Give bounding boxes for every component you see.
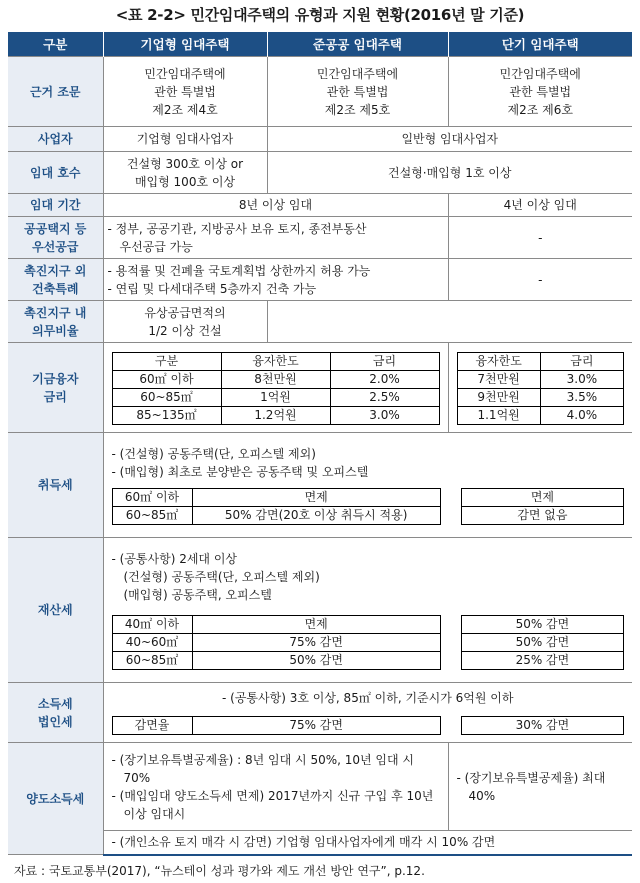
table-cell: 3.0% bbox=[330, 407, 439, 425]
table-cell: 50% 감면 bbox=[461, 633, 623, 651]
text-line: 제2조 제6호 bbox=[507, 102, 573, 117]
bullet-item: - 정부, 공공기관, 지방공사 보유 토지, 종전부동산 bbox=[107, 221, 367, 236]
table-cell: 60~85㎡ bbox=[112, 651, 192, 669]
table-header-cell: 융자한도 bbox=[221, 353, 330, 371]
transfer-short-term bbox=[448, 743, 632, 831]
row-operator bbox=[8, 127, 632, 152]
row-legal-basis bbox=[8, 57, 632, 127]
table-cell: 40㎡ 이하 bbox=[112, 615, 192, 633]
operator-enterprise: 기업형 임대사업자 bbox=[103, 127, 267, 152]
fund-long-table bbox=[112, 352, 440, 425]
row-label: 근거 조문 bbox=[8, 57, 103, 127]
row-land-priority bbox=[8, 217, 632, 259]
table-cell: 9천만원 bbox=[457, 389, 540, 407]
text-line: 공공택지 등 bbox=[24, 221, 87, 236]
acquisition-tables bbox=[112, 485, 625, 526]
header-category: 구분 bbox=[8, 32, 103, 57]
property-content bbox=[103, 538, 632, 683]
table-header-cell: 융자한도 bbox=[457, 353, 540, 371]
units-general: 건설형·매입형 1호 이상 bbox=[267, 152, 632, 194]
bullet-item: - (공통사항) 2세대 이상 bbox=[111, 551, 238, 566]
table-cell: 7천만원 bbox=[457, 371, 540, 389]
row-acquisition bbox=[8, 433, 632, 538]
table-row bbox=[112, 407, 439, 425]
table-header-cell: 금리 bbox=[330, 353, 439, 371]
table-row bbox=[112, 651, 440, 669]
table-cell: 감면 없음 bbox=[461, 506, 623, 524]
header-short-term: 단기 임대주택 bbox=[448, 32, 632, 57]
text-line: 의무비율 bbox=[32, 323, 79, 338]
table-row bbox=[112, 633, 440, 651]
table-cell: 30% 감면 bbox=[461, 717, 623, 735]
obligation-empty bbox=[267, 301, 448, 343]
bullet-item: - 용적률 및 건폐율 국토계획법 상한까지 허용 가능 bbox=[107, 263, 371, 278]
rental-housing-table bbox=[8, 32, 632, 856]
table-header-cell: 금리 bbox=[540, 353, 623, 371]
table-title: <표 2-2> 민간임대주택의 유형과 지원 현황(2016년 말 기준) bbox=[115, 6, 525, 24]
table-row bbox=[112, 371, 439, 389]
table-cell: 면제 bbox=[192, 615, 440, 633]
special-zone-short-term: - bbox=[448, 259, 632, 301]
table-cell: 2.0% bbox=[330, 371, 439, 389]
fund-short-term bbox=[448, 343, 632, 433]
table-row bbox=[112, 353, 439, 371]
text-line: 민간임대주택에 bbox=[499, 66, 581, 81]
table-cell: 60~85㎡ bbox=[112, 389, 221, 407]
income-common: - (공통사항) 3호 이상, 85㎡ 이하, 기준시가 6억원 이하 bbox=[222, 691, 514, 705]
obligation-enterprise bbox=[103, 301, 267, 343]
row-label bbox=[8, 301, 103, 343]
row-label bbox=[8, 343, 103, 433]
income-content bbox=[103, 683, 632, 743]
table-cell: 3.0% bbox=[540, 371, 623, 389]
table-row bbox=[461, 488, 623, 506]
row-label: 양도소득세 bbox=[8, 743, 103, 855]
row-label: 임대 기간 bbox=[8, 194, 103, 217]
table-row bbox=[461, 717, 623, 735]
bullet-item: - 연립 및 다세대주택 5층까지 건축 가능 bbox=[107, 281, 317, 296]
income-short-table bbox=[461, 716, 624, 735]
row-label: 재산세 bbox=[8, 538, 103, 683]
text-line: 촉진지구 내 bbox=[24, 305, 87, 320]
text-line: 관한 특별법 bbox=[509, 84, 572, 99]
text-line: 1/2 이상 건설 bbox=[148, 323, 222, 338]
table-cell: 면제 bbox=[461, 488, 623, 506]
units-enterprise bbox=[103, 152, 267, 194]
bullet-item: - (장기보유특별공제율) 최대 40% bbox=[456, 770, 606, 803]
table-cell: 85~135㎡ bbox=[112, 407, 221, 425]
transfer-footer: - (개인소유 토지 매각 시 감면) 기업형 임대사업자에게 매각 시 10% 감면 bbox=[103, 831, 632, 855]
row-label bbox=[8, 683, 103, 743]
table-row bbox=[461, 506, 623, 524]
table-cell: 60㎡ 이하 bbox=[112, 371, 221, 389]
text-line: 매입형 100호 이상 bbox=[134, 174, 236, 189]
row-period bbox=[8, 194, 632, 217]
land-priority-short-term: - bbox=[448, 217, 632, 259]
table-header-cell: 구분 bbox=[112, 353, 221, 371]
table-cell: 75% 감면 bbox=[192, 717, 440, 735]
income-long-table bbox=[112, 716, 441, 735]
row-obligation bbox=[8, 301, 632, 343]
table-row bbox=[112, 717, 440, 735]
text-line: 유상공급면적의 bbox=[144, 305, 226, 320]
table-cell: 1.2억원 bbox=[221, 407, 330, 425]
text-line: (건설형) 공동주택(단, 오피스텔 제외) bbox=[123, 569, 320, 584]
property-short-table bbox=[461, 615, 624, 670]
text-line: 관한 특별법 bbox=[154, 84, 216, 99]
table-cell: 75% 감면 bbox=[192, 633, 440, 651]
table-row bbox=[112, 506, 440, 524]
bullet-item: - (매입형) 최초로 분양받은 공동주택 및 오피스텔 bbox=[111, 464, 369, 479]
text-line: 소득세 bbox=[37, 696, 73, 711]
fund-short-table bbox=[457, 352, 625, 425]
table-cell: 50% 감면 bbox=[461, 615, 623, 633]
legal-basis-semi-public bbox=[267, 57, 448, 127]
header-row bbox=[8, 32, 632, 57]
table-row bbox=[461, 651, 623, 669]
row-transfer bbox=[8, 743, 632, 831]
row-units bbox=[8, 152, 632, 194]
text-line: 금리 bbox=[43, 389, 67, 404]
legal-basis-short-term bbox=[448, 57, 632, 127]
table-cell: 2.5% bbox=[330, 389, 439, 407]
row-label bbox=[8, 217, 103, 259]
table-row bbox=[457, 407, 624, 425]
table-cell: 감면율 bbox=[112, 717, 192, 735]
transfer-content bbox=[103, 743, 448, 831]
text-line: 법인세 bbox=[37, 714, 73, 729]
bullet-item: - (장기보유특별공제율) : 8년 임대 시 50%, 10년 임대 시 70% bbox=[111, 752, 415, 785]
table-cell: 4.0% bbox=[540, 407, 623, 425]
text-line: 우선공급 가능 bbox=[119, 239, 193, 254]
text-line: (매입형) 공동주택, 오피스텔 bbox=[123, 587, 272, 602]
property-long-table bbox=[112, 615, 441, 670]
acquisition-content bbox=[103, 433, 632, 538]
table-row bbox=[112, 488, 440, 506]
text-line: 기금융자 bbox=[32, 371, 79, 386]
income-tables bbox=[112, 713, 625, 736]
period-long: 8년 이상 임대 bbox=[103, 194, 448, 217]
row-label: 취득세 bbox=[8, 433, 103, 538]
table-row bbox=[457, 389, 624, 407]
row-special-zone bbox=[8, 259, 632, 301]
row-fund bbox=[8, 343, 632, 433]
table-cell: 8천만원 bbox=[221, 371, 330, 389]
text-line: 건축특례 bbox=[32, 281, 79, 296]
property-tables bbox=[112, 612, 625, 671]
table-cell: 3.5% bbox=[540, 389, 623, 407]
source-note: 자료 : 국토교통부(2017), “뉴스테이 성과 평가와 제도 개선 방안 연구”, p.12. bbox=[14, 864, 425, 878]
text-line: 제2조 제4호 bbox=[152, 102, 218, 117]
row-label bbox=[8, 259, 103, 301]
header-enterprise: 기업형 임대주택 bbox=[103, 32, 267, 57]
table-cell: 60~85㎡ bbox=[112, 506, 192, 524]
table-row bbox=[461, 633, 623, 651]
legal-basis-enterprise bbox=[103, 57, 267, 127]
text-line: 제2조 제5호 bbox=[324, 102, 391, 117]
table-row bbox=[461, 615, 623, 633]
table-row bbox=[112, 389, 439, 407]
obligation-empty bbox=[448, 301, 632, 343]
table-cell: 50% 감면 bbox=[192, 651, 440, 669]
table-cell: 1억원 bbox=[221, 389, 330, 407]
row-property bbox=[8, 538, 632, 683]
text-line: 건설형 300호 이상 or bbox=[126, 156, 244, 171]
row-income bbox=[8, 683, 632, 743]
operator-general: 일반형 임대사업자 bbox=[267, 127, 632, 152]
table-cell: 40~60㎡ bbox=[112, 633, 192, 651]
text-line: 촉진지구 외 bbox=[24, 263, 87, 278]
row-label: 사업자 bbox=[8, 127, 103, 152]
table-cell: 50% 감면(20호 이상 취득시 적용) bbox=[192, 506, 440, 524]
acquisition-short-table bbox=[461, 488, 624, 525]
bullet-item: - (매입임대 양도소득세 면제) 2017년까지 신규 구입 후 10년 이상 임대시 bbox=[111, 788, 434, 821]
table-cell: 1.1억원 bbox=[457, 407, 540, 425]
header-semi-public: 준공공 임대주택 bbox=[267, 32, 448, 57]
text-line: 우선공급 bbox=[32, 239, 79, 254]
text-line: 민간임대주택에 bbox=[316, 66, 399, 81]
text-line: 민간임대주택에 bbox=[144, 66, 226, 81]
acquisition-long-table bbox=[112, 488, 441, 525]
row-label: 임대 호수 bbox=[8, 152, 103, 194]
period-short: 4년 이상 임대 bbox=[448, 194, 632, 217]
special-zone-content bbox=[103, 259, 448, 301]
table-cell: 25% 감면 bbox=[461, 651, 623, 669]
land-priority-content bbox=[103, 217, 448, 259]
table-cell: 면제 bbox=[192, 488, 440, 506]
table-row bbox=[457, 353, 624, 371]
bullet-item: - (건설형) 공동주택(단, 오피스텔 제외) bbox=[111, 446, 316, 461]
table-cell: 60㎡ 이하 bbox=[112, 488, 192, 506]
fund-long-term bbox=[103, 343, 448, 433]
text-line: 관한 특별법 bbox=[326, 84, 389, 99]
table-row bbox=[112, 615, 440, 633]
table-row bbox=[457, 371, 624, 389]
